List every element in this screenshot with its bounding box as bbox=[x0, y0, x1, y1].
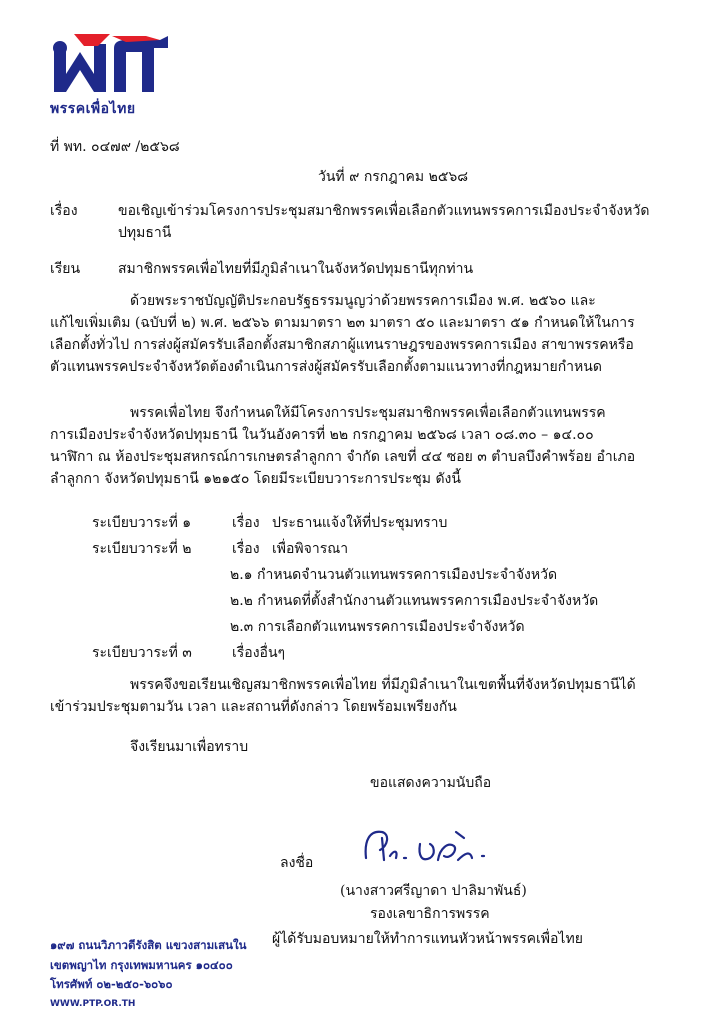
agenda-text: เรื่องอื่นๆ bbox=[232, 645, 286, 661]
handwritten-signature bbox=[360, 820, 500, 870]
agenda-text: เพื่อพิจารณา bbox=[272, 541, 349, 557]
agenda-keyword: เรื่อง bbox=[232, 541, 260, 557]
closing-line-1: จึงเรียนมาเพื่อทราบ bbox=[130, 739, 249, 755]
agenda-keyword: เรื่อง bbox=[232, 515, 260, 531]
signatory-name: (นางสาวศรีญาดา ปาลิมาพันธ์) bbox=[340, 883, 527, 899]
paragraph-line: การเมืองประจำจังหวัดปทุมธานี ในวันอังคารที่ ๒๒ กรกฎาคม ๒๕๖๘ เวลา ๐๘.๓๐ – ๑๔.๐๐ bbox=[50, 427, 594, 443]
paragraph-line: ตัวแทนพรรคประจำจังหวัดต้องดำเนินการส่งผู้สมัครรับเลือกตั้งตามแนวทางที่กฎหมายกำหนด bbox=[50, 359, 602, 375]
agenda-subitem-text: ๒.๓ การเลือกตัวแทนพรรคการเมืองประจำจังหวัด bbox=[230, 619, 525, 635]
paragraph-1 bbox=[50, 290, 660, 378]
party-logo-mark bbox=[50, 34, 175, 98]
paragraph-line: นาฬิกา ณ ห้องประชุมสหกรณ์การเกษตรลำลูกกา จำกัด เลขที่ ๔๔ ซอย ๓ ตำบลบึงคำพร้อย อำเภอ bbox=[50, 449, 636, 465]
subject-line-1: ขอเชิญเข้าร่วมโครงการประชุมสมาชิกพรรคเพื่อเลือกตัวแทนพรรคการเมืองประจำจังหวัด bbox=[118, 203, 650, 219]
paragraph-line: เลือกตั้งทั่วไป การส่งผู้สมัครรับเลือกตั้งสมาชิกสภาผู้แทนราษฎรของพรรคการเมือง สาขาพรรคหรือ bbox=[50, 337, 634, 353]
footer-address-line-2: เขตพญาไท กรุงเทพมหานคร ๑๐๔๐๐ bbox=[50, 957, 233, 972]
paragraph-line: ด้วยพระราชบัญญัติประกอบรัฐธรรมนูญว่าด้วยพรรคการเมือง พ.ศ. ๒๕๖๐ และ bbox=[130, 293, 596, 309]
paragraph-line: แก้ไขเพิ่มเติม (ฉบับที่ ๒) พ.ศ. ๒๕๖๖ ตามมาตรา ๒๓ มาตรา ๕๐ และมาตรา ๕๑ กำหนดให้ในการ bbox=[50, 315, 635, 331]
agenda-subitem-text: ๒.๑ กำหนดจำนวนตัวแทนพรรคการเมืองประจำจังหวัด bbox=[230, 567, 558, 583]
subject-line-2: ปทุมธานี bbox=[118, 225, 172, 241]
signature-label: ลงชื่อ bbox=[280, 855, 314, 871]
recipient-label: เรียน bbox=[50, 261, 81, 277]
paragraph-line: พรรคจึงขอเรียนเชิญสมาชิกพรรคเพื่อไทย ที่มีภูมิลำเนาในเขตพื้นที่จังหวัดปทุมธานีได้ bbox=[130, 677, 636, 693]
party-logo-name: พรรคเพื่อไทย bbox=[50, 101, 136, 117]
signatory-position: รองเลขาธิการพรรค bbox=[370, 906, 490, 922]
subject-label: เรื่อง bbox=[50, 203, 78, 219]
party-logo bbox=[50, 34, 175, 124]
paragraph-line: เข้าร่วมประชุมตามวัน เวลา และสถานที่ดังกล่าว โดยพร้อมเพรียงกัน bbox=[50, 699, 457, 715]
footer-website-link[interactable]: WWW.PTP.OR.TH bbox=[50, 998, 136, 1009]
paragraph-line: พรรคเพื่อไทย จึงกำหนดให้มีโครงการประชุมสมาชิกพรรคเพื่อเลือกตัวแทนพรรค bbox=[130, 405, 606, 421]
recipient-text: สมาชิกพรรคเพื่อไทยที่มีภูมิลำเนาในจังหวัดปทุมธานีทุกท่าน bbox=[118, 261, 474, 277]
agenda-number: ระเบียบวาระที่ ๑ bbox=[92, 515, 192, 531]
agenda-number: ระเบียบวาระที่ ๓ bbox=[92, 645, 192, 661]
reference-number: ที่ พท. ๐๔๗๙ /๒๕๖๘ bbox=[50, 139, 180, 155]
document-date: วันที่ ๙ กรกฎาคม ๒๕๖๘ bbox=[318, 169, 469, 185]
agenda-subitem-text: ๒.๒ กำหนดที่ตั้งสำนักงานตัวแทนพรรคการเมืองประจำจังหวัด bbox=[230, 593, 599, 609]
agenda-number: ระเบียบวาระที่ ๒ bbox=[92, 541, 192, 557]
signatory-authorization: ผู้ได้รับมอบหมายให้ทำการแทนหัวหน้าพรรคเพื่อไทย bbox=[272, 931, 583, 947]
paragraph-3 bbox=[50, 674, 660, 718]
footer-phone: โทรศัพท์ ๐๒-๒๕๐-๖๐๖๐ bbox=[50, 977, 173, 991]
footer-contact bbox=[50, 936, 246, 1014]
agenda-text: ประธานแจ้งให้ที่ประชุมทราบ bbox=[272, 515, 448, 531]
paragraph-2 bbox=[50, 402, 660, 490]
closing-line-2: ขอแสดงความนับถือ bbox=[370, 775, 492, 791]
footer-address-line-1: ๑๙๗ ถนนวิภาวดีรังสิต แขวงสามเสนใน bbox=[50, 938, 247, 952]
paragraph-line: ลำลูกกา จังหวัดปทุมธานี ๑๒๑๕๐ โดยมีระเบียบวาระการประชุม ดังนี้ bbox=[50, 471, 461, 487]
